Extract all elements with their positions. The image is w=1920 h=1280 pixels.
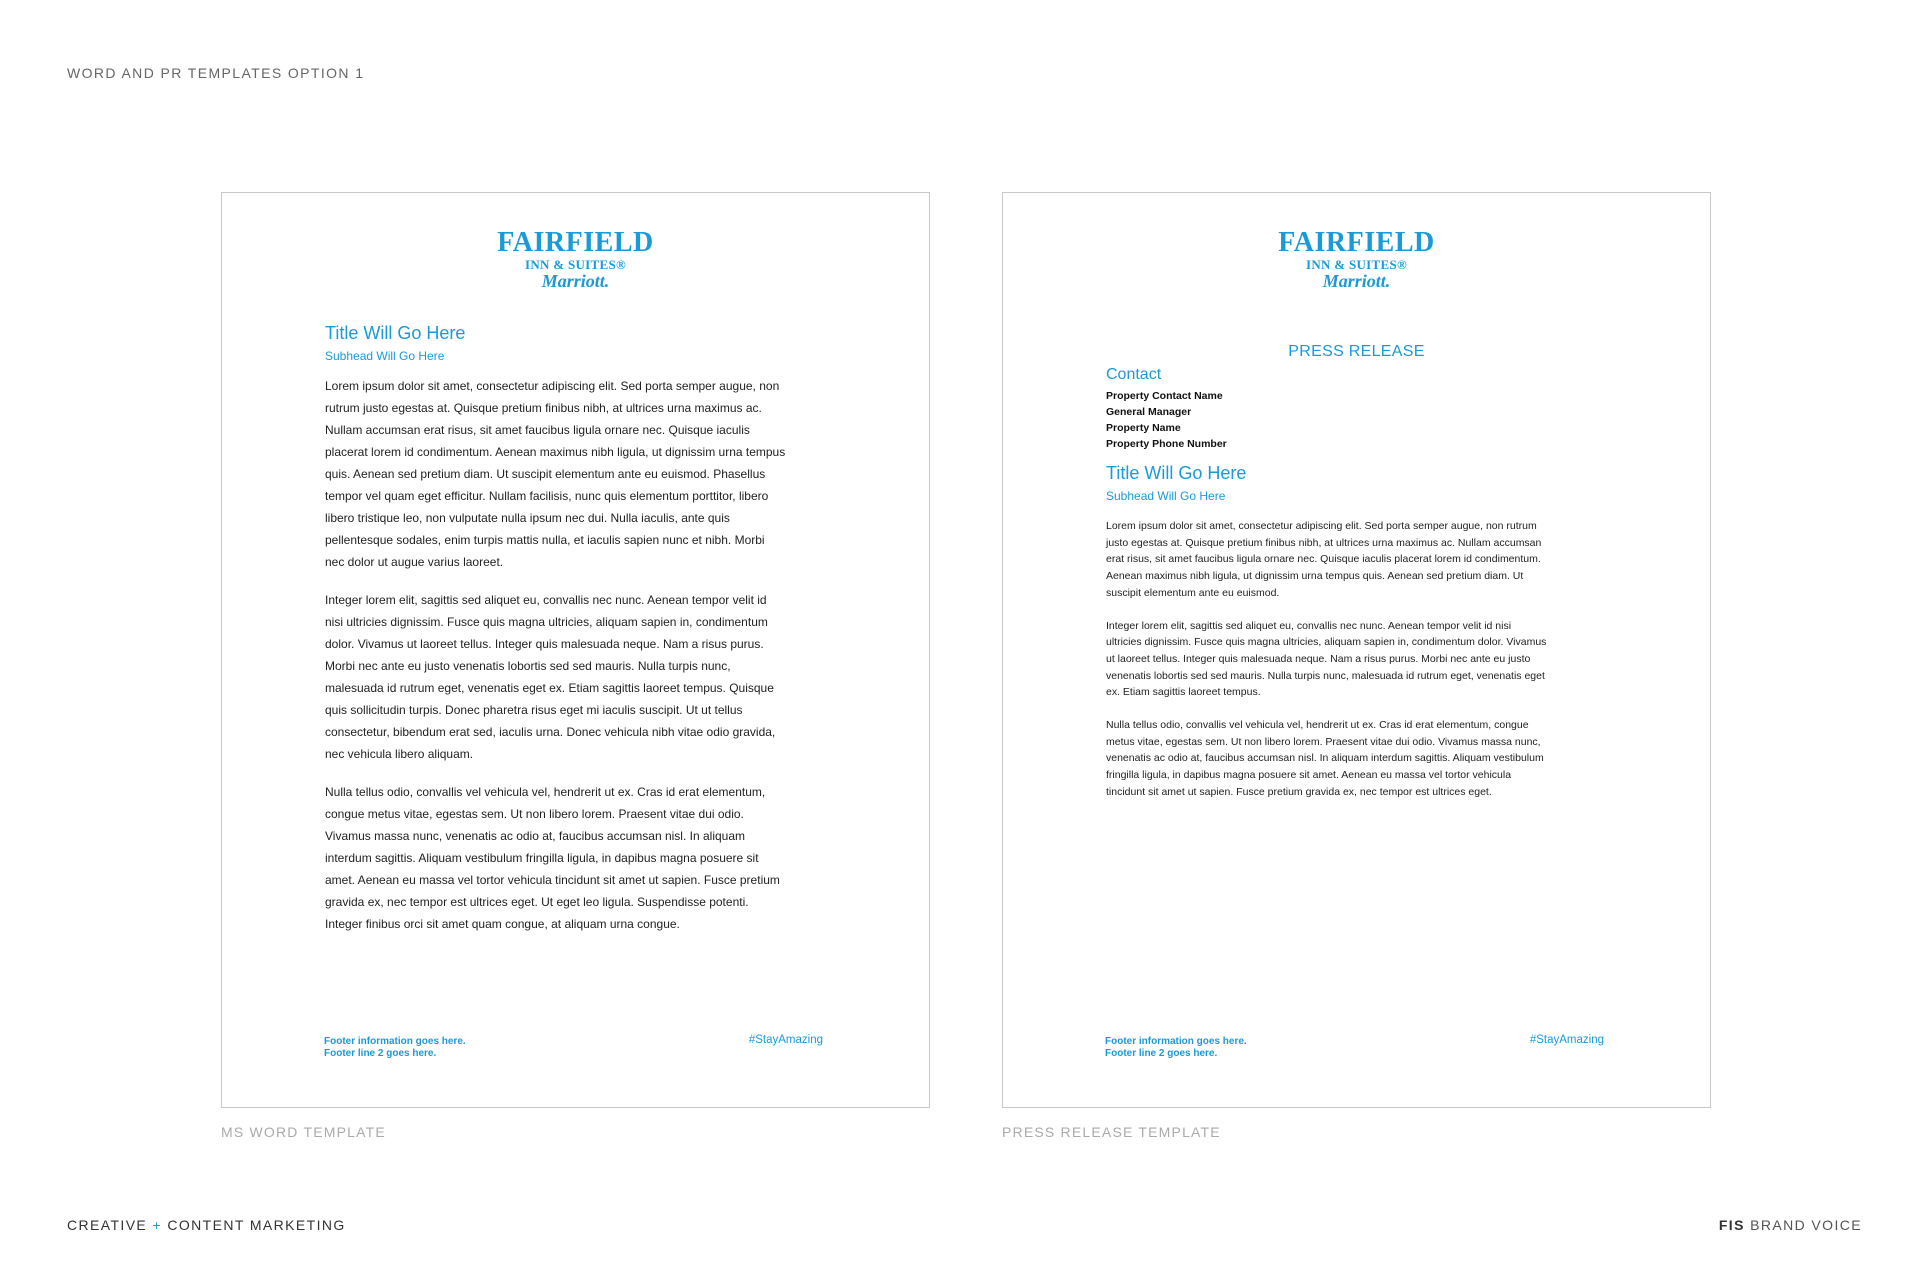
- paragraph-line: Lorem ipsum dolor sit amet, consectetur adipiscing elit. Sed porta semper augue, non: [325, 379, 780, 393]
- logo-fairfield: FAIRFIELD: [1278, 227, 1435, 258]
- footer-content-marketing: CONTENT MARKETING: [167, 1217, 346, 1233]
- plus-icon: +: [152, 1217, 163, 1233]
- paragraph-line: consectetur, bibendum erat sed, iaculis urna. Donec vehicula nibh vitae odio gravida,: [325, 725, 776, 739]
- body-paragraph: [1106, 717, 1611, 801]
- paragraph-line: venenatis lobortis sed sed mauris. Nulla turpis nunc, malesuada id rutrum eget, venenatis eget: [1106, 669, 1545, 682]
- paragraph-line: gravida ex, nec tempor est ultrices eget. Ut eget leo ligula. Suspendisse potenti.: [325, 895, 749, 909]
- paragraph-line: Morbi nec ante eu justo venenatis lobortis sed sed mauris. Nulla turpis nunc,: [325, 659, 731, 673]
- paragraph-line: Integer lorem elit, sagittis sed aliquet eu, convallis nec nunc. Aenean tempor velit id: [325, 593, 767, 607]
- paragraph-line: Integer lorem elit, sagittis sed aliquet eu, convallis nec nunc. Aenean tempor velit id nisi: [1106, 619, 1512, 632]
- footer-line-2: Footer line 2 goes here.: [324, 1048, 437, 1059]
- paragraph-line: quis sollicitudin turpis. Donec pharetra risus eget mi iaculis suscipit. Ut ut tellus: [325, 703, 743, 717]
- contact-line: General Manager: [1106, 406, 1192, 418]
- paragraph-line: ut laoreet tellus. Integer quis malesuada neque. Nam a risus purus. Morbi nec ante eu justo: [1106, 652, 1531, 665]
- document-title: Title Will Go Here: [1106, 463, 1247, 483]
- paragraph-line: venenatis ac odio at, faucibus accumsan nisl. In aliquam interdum sagittis. Aliquam vestibulum: [1106, 752, 1544, 765]
- contact-block: [1106, 366, 1227, 452]
- body-paragraph: [1106, 618, 1611, 702]
- body-paragraph: [325, 781, 830, 935]
- paragraph-line: rutrum justo egestas at. Quisque pretium finibus nibh, at ultrices urna maximus ac.: [325, 401, 762, 415]
- paragraph-line: libero tristique leo, non vulputate nulla ipsum nec dui. Nulla iaculis, ante quis: [325, 511, 730, 525]
- document-body: [325, 323, 830, 935]
- brand-footer-left: [67, 1217, 346, 1233]
- paragraph-line: placerat lorem id condimentum. Aenean maximus nibh ligula, ut dignissim urna tempus: [325, 445, 786, 459]
- document-subhead: Subhead Will Go Here: [325, 349, 445, 363]
- paragraph-line: tempor vel quam eget efficitur. Nullam facilisis, nunc quis elementum porttitor, libero: [325, 489, 769, 503]
- ms-word-template: [221, 192, 930, 1108]
- paragraph-line: malesuada id rutrum eget, venenatis eget ex. Etiam sagittis laoreet tempus. Quisque: [325, 681, 774, 695]
- body-paragraph: [1106, 518, 1611, 602]
- footer-hashtag: #StayAmazing: [1529, 1034, 1604, 1046]
- body-paragraphs: [325, 375, 830, 935]
- page-label: WORD AND PR TEMPLATES OPTION 1: [67, 65, 365, 81]
- paragraph-line: interdum sagittis. Aliquam vestibulum fringilla ligula, in dapibus magna posuere sit: [325, 851, 759, 865]
- logo-inn-suites: INN & SUITES®: [524, 257, 627, 272]
- paragraph-line: amet. Aenean eu massa vel tortor vehicula tincidunt sit amet ut sapien. Fusce pretium: [325, 873, 780, 887]
- logo-fairfield: FAIRFIELD: [497, 227, 654, 258]
- paragraph-line: Nulla tellus odio, convallis vel vehicula vel, hendrerit ut ex. Cras id erat elementum, congue: [1106, 719, 1529, 732]
- body-paragraph: [325, 375, 830, 573]
- contact-title: Contact: [1106, 366, 1162, 383]
- template-footer-info: [324, 1036, 466, 1060]
- paragraph-line: ex. Etiam sagittis laoreet tempus.: [1106, 686, 1261, 699]
- body-paragraph: [325, 589, 830, 765]
- ms-word-caption: MS WORD TEMPLATE: [221, 1124, 386, 1140]
- document-title: Title Will Go Here: [325, 323, 466, 343]
- paragraph-line: metus vitae, egestas sem. Ut non libero lorem. Praesent vitae dui odio. Vivamus massa nunc,: [1106, 735, 1541, 748]
- paragraph-line: Vivamus massa nunc, venenatis ac odio at, faucibus accumsan nisl. In aliquam: [325, 829, 745, 843]
- brand-footer-right: [1719, 1217, 1862, 1233]
- press-release-caption: PRESS RELEASE TEMPLATE: [1002, 1124, 1221, 1140]
- paragraph-line: suscipit elementum ante eu euismod.: [1106, 586, 1280, 599]
- paragraph-line: nec dolor ut augue varius laoreet.: [325, 555, 504, 569]
- body-paragraphs: [1106, 518, 1611, 801]
- fairfield-logo: [222, 229, 929, 290]
- contact-line: Property Phone Number: [1106, 438, 1227, 450]
- logo-marriott: Marriott.: [1322, 271, 1391, 291]
- template-footer-info: [1105, 1036, 1247, 1060]
- press-release-heading: PRESS RELEASE: [1288, 343, 1425, 360]
- footer-creative: CREATIVE: [67, 1217, 148, 1233]
- fairfield-logo: [1003, 229, 1710, 290]
- paragraph-line: Nulla tellus odio, convallis vel vehicula vel, hendrerit ut ex. Cras id erat elementum,: [325, 785, 766, 799]
- paragraph-line: tincidunt sit amet ut sapien. Fusce pretium gravida ex, nec tempor est ultrices eget.: [1106, 785, 1492, 798]
- paragraph-line: erat risus, sit amet faucibus ligula ornare nec. Quisque iaculis placerat lorem id condimentum.: [1106, 553, 1541, 566]
- paragraph-line: justo egestas at. Quisque pretium finibus nibh, at ultrices urna maximus ac. Nullam accumsan: [1106, 536, 1542, 549]
- paragraph-line: Aenean maximus nibh ligula, ut dignissim urna tempus quis. Aenean sed pretium diam. Ut: [1106, 570, 1524, 583]
- paragraph-line: Nullam accumsan erat risus, sit amet faucibus ligula ornare nec. Quisque iaculis: [325, 423, 750, 437]
- paragraph-line: Lorem ipsum dolor sit amet, consectetur adipiscing elit. Sed porta semper augue, non rutrum: [1106, 520, 1537, 532]
- footer-line-1: Footer information goes here.: [324, 1036, 466, 1047]
- paragraph-line: quis. Aenean sed pretium diam. Ut suscipit elementum ante eu euismod. Phasellus: [325, 467, 766, 481]
- paragraph-line: nec vehicula libero aliquam.: [325, 747, 474, 761]
- press-release-template: [1002, 192, 1711, 1108]
- footer-brand-voice: BRAND VOICE: [1750, 1217, 1862, 1233]
- footer-fis: FIS: [1718, 1217, 1745, 1233]
- contact-line: Property Name: [1106, 422, 1181, 434]
- contact-line: Property Contact Name: [1106, 390, 1223, 402]
- document-subhead: Subhead Will Go Here: [1106, 489, 1226, 503]
- logo-inn-suites: INN & SUITES®: [1305, 257, 1408, 272]
- paragraph-line: dolor. Vivamus ut laoreet tellus. Integer quis malesuada neque. Nam a risus purus.: [325, 637, 764, 651]
- paragraph-line: pellentesque sodales, enim turpis mattis nulla, et iaculis sapien nunc et nibh. Morbi: [325, 533, 765, 547]
- paragraph-line: nisi ultricies dignissim. Fusce quis magna ultricies, aliquam sapien in, condimentum: [325, 615, 768, 629]
- press-release-body: [1106, 463, 1611, 801]
- paragraph-line: ultricies dignissim. Fusce quis magna ultricies, aliquam sapien in, condimentum dolor. Vivamus: [1106, 636, 1547, 649]
- logo-marriott: Marriott.: [541, 271, 610, 291]
- paragraph-line: Integer finibus orci sit amet quam congue, at aliquam urna congue.: [325, 917, 680, 931]
- paragraph-line: congue metus vitae, egestas sem. Ut non libero lorem. Praesent vitae dui odio.: [325, 807, 744, 821]
- footer-line-2: Footer line 2 goes here.: [1105, 1048, 1218, 1059]
- footer-hashtag: #StayAmazing: [748, 1034, 823, 1046]
- footer-line-1: Footer information goes here.: [1105, 1036, 1247, 1047]
- paragraph-line: fringilla ligula, in dapibus magna posuere sit amet. Aenean eu massa vel tortor vehicula: [1106, 769, 1512, 782]
